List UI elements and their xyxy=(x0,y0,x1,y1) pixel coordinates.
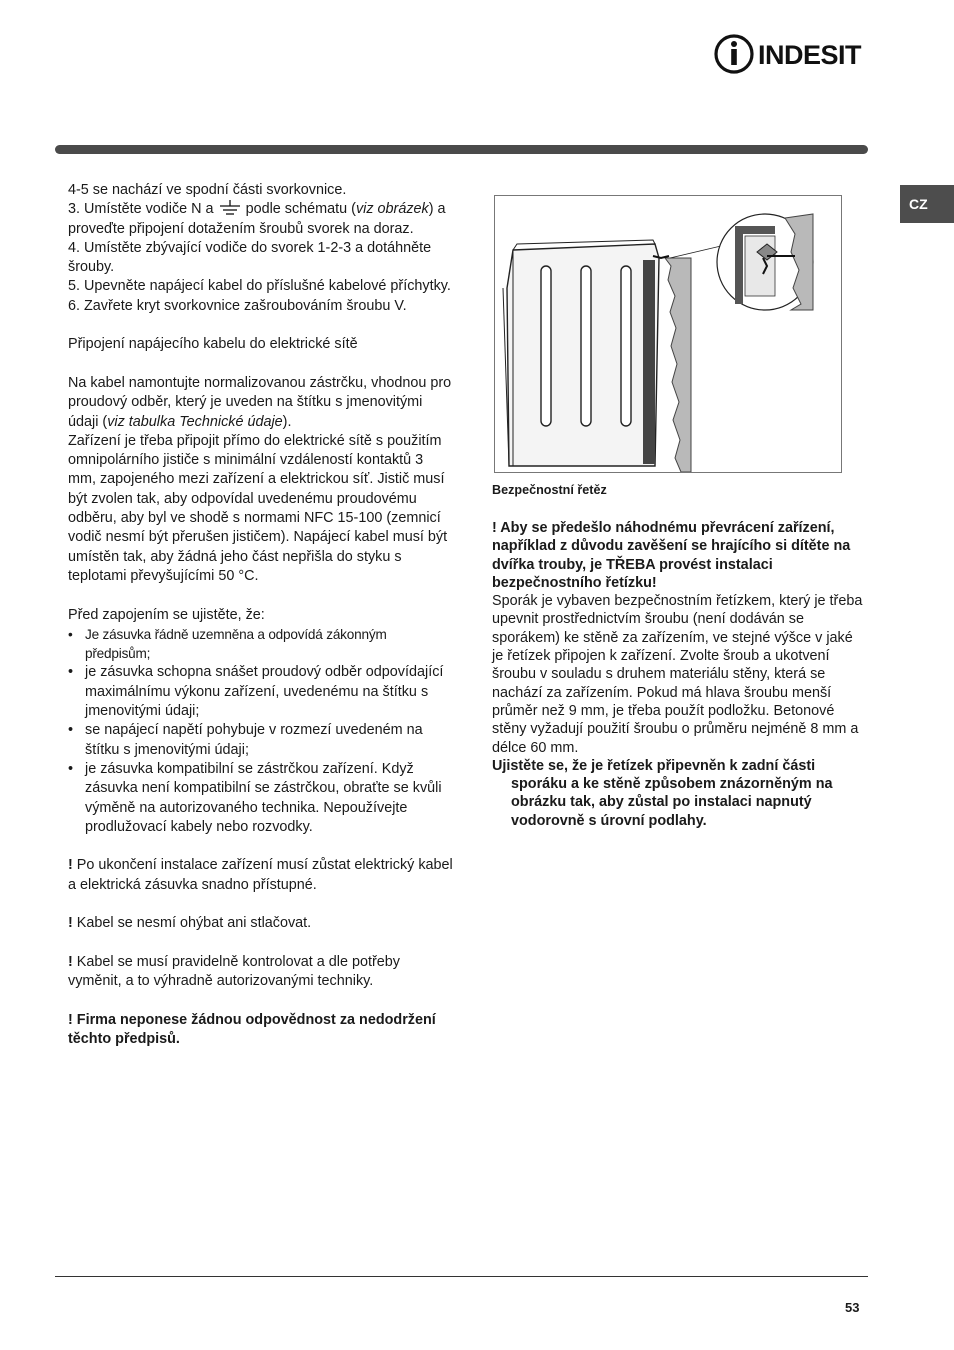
para-step-5: 5. Upevněte napájecí kabel do příslušné kabelové příchytky. xyxy=(68,278,451,295)
list-item: • se napájecí napětí pohybuje v rozmezí uvedeném na štítku s jmenovitými údaji; xyxy=(68,721,453,760)
stove-wall-illustration xyxy=(495,196,841,472)
para-breaker: Zařízení je třeba připojit přímo do elektrické sítě s použitím omnipolárního jističe s minimální vzdáleností kontaktů 3 mm, zapojeného mezi zařízení a elektrickou síť. Jistič musí být zvolen tak, aby odpovídal uvedenému proudovému odběru, aby byl ve shodě s normami NFC 15-100 (zemnicí vodič nesmí být přerušen jističem). Napájecí kabel musí být umístěn tak, aby žádná jeho část nepřišla do styku s teplotami převyšujícími 50 °C. xyxy=(68,432,448,584)
para-terminal-note: 4-5 se nachází ve spodní části svorkovnice. xyxy=(68,182,347,198)
page-number: 53 xyxy=(845,1300,860,1315)
warning-no-bend: ! Kabel se nesmí ohýbat ani stlačovat. xyxy=(68,915,312,932)
right-column xyxy=(492,519,867,830)
figure-caption: Bezpečnostní řetěz xyxy=(492,483,607,497)
header-bar xyxy=(55,145,868,154)
list-item: • je zásuvka schopna snášet proudový odběr odpovídající maximálnímu výkonu zařízení, uvedenému na štítku s jmenovitými údaji; xyxy=(68,663,453,721)
para-step-3: 3. Umístěte vodiče N a podle schématu (viz obrázek) a proveďte připojení dotažením šroubů svorek na doraz. xyxy=(68,201,446,237)
para-chain-description: Sporák je vybaven bezpečnostním řetízkem, který je třeba upevnit prostřednictvím šroubu (není dodáván se sporákem) ke stěně za zařízením, ve stejné výšce v jaké je řetízek připojen k zařízení. Zvolte šroub a ukotvení šroubu v souladu s druhem materiálu stěny, která se nachází za zařízením. Pokud má hlava šroubu menší průměr než 9 mm, je třeba použít podložku. Betonové stěny vyžadují použití šroubu o průměru nejméně 8 mm a délce 60 mm. xyxy=(492,593,863,756)
warning-accessible: ! Po ukončení instalace zařízení musí zůstat elektrický kabel a elektrická zásuvka snadno přístupné. xyxy=(68,857,453,893)
para-chain-check: Ujistěte se, že je řetízek připevněn k zadní části xyxy=(492,757,816,774)
para-plug: Na kabel namontujte normalizovanou zástrčku, vhodnou pro proudový odběr, který je uveden na štítku s jmenovitými údaji (viz tabulka Technické údaje). xyxy=(68,374,452,430)
section-heading: Připojení napájecího kabelu do elektrické sítě xyxy=(68,336,358,353)
warning-inspect: ! Kabel se musí pravidelně kontrolovat a dle potřeby vyměnit, a to výhradně autorizovanými techniky. xyxy=(68,953,400,990)
para-checklist-intro: Před zapojením se ujistěte, že: xyxy=(68,606,265,623)
list-item: • Je zásuvka řádně uzemněna a odpovídá zákonným předpisům; xyxy=(68,625,453,664)
indesit-logo xyxy=(714,30,874,78)
brand-wordmark: INDESIT xyxy=(758,40,862,70)
ground-symbol-icon xyxy=(218,200,242,216)
list-item: • je zásuvka kompatibilní se zástrčkou zařízení. Když zásuvka není kompatibilní se zástrčkou, obraťte se kvůli výměně na autorizovaného technika. Nepoužívejte prodlužovací kabely nebo rozvodky. xyxy=(68,760,453,837)
checklist xyxy=(68,625,453,837)
warning-liability: ! Firma neponese žádnou odpovědnost za nedodržení těchto předpisů. xyxy=(68,1011,436,1048)
para-step-4: 4. Umístěte zbývající vodiče do svorek 1-2-3 a dotáhněte šrouby. xyxy=(68,239,432,276)
para-step-6: 6. Zavřete kryt svorkovnice zašroubováním šroubu V. xyxy=(68,297,407,314)
language-tab: CZ xyxy=(900,185,954,223)
safety-chain-figure xyxy=(494,195,842,473)
left-column xyxy=(68,181,453,1049)
para-chain-check-cont: sporáku a ke stěně způsobem znázorněným na obrázku tak, aby zůstal po instalaci napnutý vodorovně s úrovní podlahy. xyxy=(511,776,833,829)
warning-tipping: ! Aby se předešlo náhodnému převrácení zařízení, například z důvodu zavěšení se hrajícího si dítěte na dvířka trouby, je TŘEBA provést instalaci bezpečnostního řetízku! xyxy=(492,520,851,591)
footer-rule xyxy=(55,1276,868,1277)
